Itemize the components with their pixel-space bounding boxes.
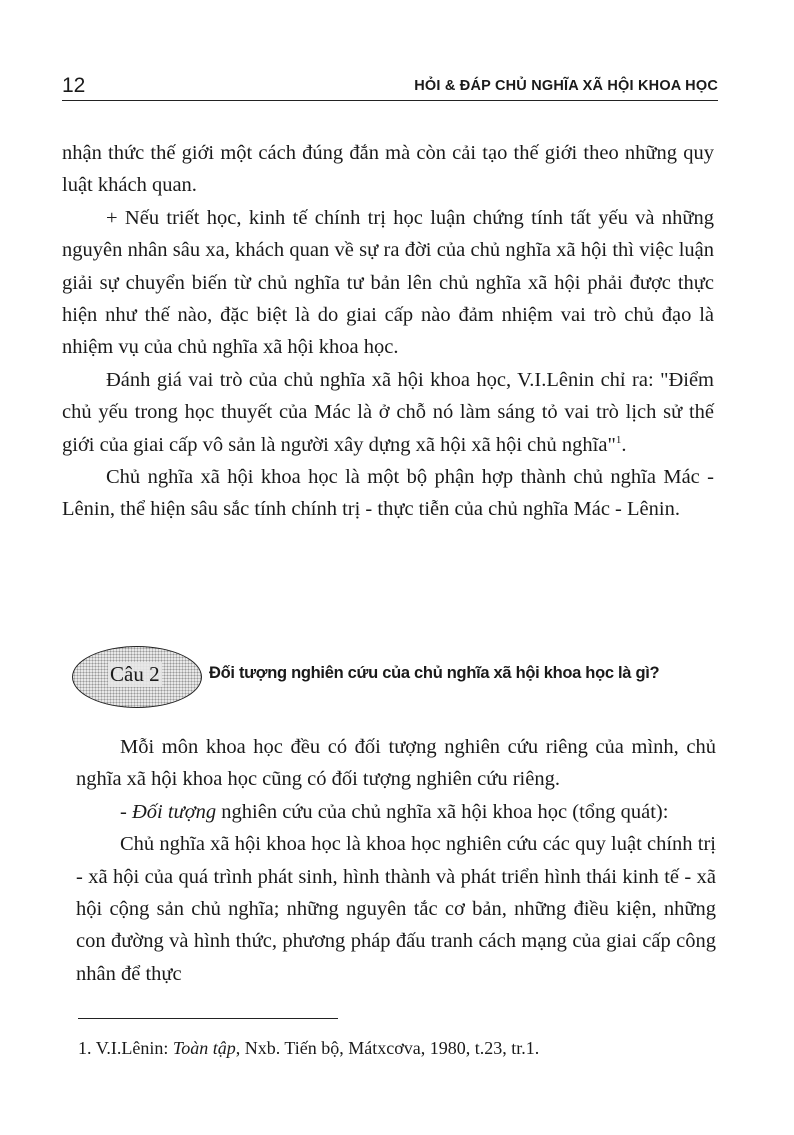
running-title: HỎI & ĐÁP CHỦ NGHĨA XÃ HỘI KHOA HỌC	[414, 78, 718, 94]
object-term: - Đối tượng	[120, 800, 217, 823]
footnote-author: V.I.Lênin:	[95, 1038, 169, 1058]
footnote-work: Toàn tập	[172, 1038, 236, 1058]
question-label: Câu 2	[110, 662, 160, 686]
paragraph-5: Mỗi môn khoa học đều có đối tượng nghiên cứu riêng của mình, chủ nghĩa xã hội khoa học cũng có đối tượng nghiên cứu riêng.	[76, 736, 716, 791]
footnote-divider	[78, 1018, 338, 1019]
paragraph-4: Chủ nghĩa xã hội khoa học là một bộ phận hợp thành chủ nghĩa Mác - Lênin, thể hiện sâu sắc tính chính trị - thực tiễn của chủ nghĩa Mác - Lênin.	[62, 466, 714, 521]
body-section-1	[62, 137, 714, 526]
quote-end: .	[621, 433, 627, 456]
footnote	[78, 1038, 539, 1059]
quote-text: Đánh giá vai trò của chủ nghĩa xã hội khoa học, V.I.Lênin chỉ ra: "Điểm chủ yếu trong học thuyết của Mác là ở chỗ nó làm sáng tỏ vai trò lịch sử thế giới của giai cấp vô sản là người xây dựng xã hội xã hội chủ nghĩa"	[62, 368, 714, 456]
footnote-number: 1.	[78, 1038, 92, 1058]
footnote-ref[interactable]: 1	[615, 433, 622, 446]
question-text: Đối tượng nghiên cứu của chủ nghĩa xã hội khoa học là gì?	[209, 664, 660, 682]
object-definition: nghiên cứu của chủ nghĩa xã hội khoa học (tổng quát):	[216, 800, 669, 823]
paragraph-2: + Nếu triết học, kinh tế chính trị học luận chứng tính tất yếu và những nguyên nhân sâu xa, khách quan về sự ra đời của chủ nghĩa xã hội thì việc luận giải sự chuyển biến từ chủ nghĩa tư bản lên chủ nghĩa xã hội phải được thực hiện như thế nào, đặc biệt là do giai cấp nào đảm nhiệm vai trò chủ đạo là nhiệm vụ của chủ nghĩa xã hội khoa học.	[62, 206, 714, 359]
page-number: 12	[62, 74, 86, 97]
question-heading	[72, 646, 712, 710]
paragraph-7: Chủ nghĩa xã hội khoa học là khoa học nghiên cứu các quy luật chính trị - xã hội của quá trình phát sinh, hình thành và phát triển hình thái kinh tế - xã hội cộng sản chủ nghĩa; những nguyên tắc cơ bản, những điều kiện, những con đường và hình thức, phương pháp đấu tranh cách mạng của giai cấp công nhân để thực	[76, 833, 716, 985]
page-header	[62, 72, 718, 101]
paragraph-3	[62, 364, 714, 461]
footnote-details: , Nxb. Tiến bộ, Mátxcơva, 1980, t.23, tr.1.	[235, 1038, 540, 1058]
paragraph-1: nhận thức thế giới một cách đúng đắn mà còn cải tạo thế giới theo những quy luật khách quan.	[62, 142, 714, 197]
paragraph-6	[76, 796, 716, 828]
body-section-2	[76, 731, 716, 990]
